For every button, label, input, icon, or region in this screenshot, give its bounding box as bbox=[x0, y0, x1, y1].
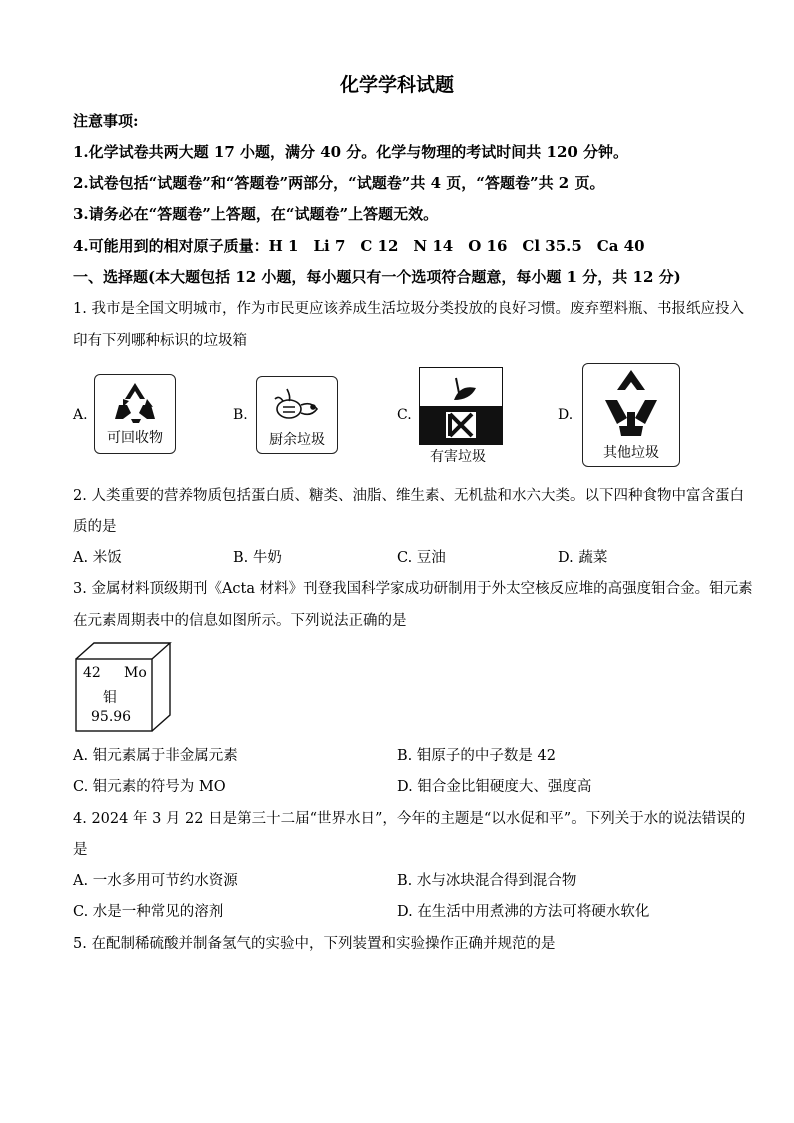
q1-option-d-letter: D. bbox=[558, 407, 574, 423]
kitchen-waste-sign bbox=[256, 376, 338, 454]
notice-item-2: 2.试卷包括“试题卷”和“答题卷”两部分，“试题卷”共 4 页，“答题卷”共 2 页。 bbox=[73, 174, 605, 192]
q3-option-c: C. 钼元素的符号为 MO bbox=[73, 779, 226, 795]
q4-stem-line1: 4. 2024 年 3 月 22 日是第三十二届“世界水日”，今年的主题是“以水促和平”。下列关于水的说法错误的 bbox=[73, 811, 746, 827]
q2-option-a: A. 米饭 bbox=[73, 550, 122, 566]
q1-option-a-caption: 可回收物 bbox=[107, 430, 163, 446]
q4-stem-line2: 是 bbox=[73, 842, 88, 858]
food-waste-icon bbox=[257, 377, 337, 429]
q1-option-b-caption: 厨余垃圾 bbox=[269, 432, 325, 448]
q4-option-a: A. 一水多用可节约水资源 bbox=[73, 873, 238, 889]
q2-stem-line2: 质的是 bbox=[73, 519, 117, 535]
section-heading: 一、选择题(本大题包括 12 小题，每小题只有一个选项符合题意，每小题 1 分，共 12 分) bbox=[73, 268, 681, 286]
q1-stem-line1: 1. 我市是全国文明城市，作为市民更应该养成生活垃圾分类投放的良好习惯。废弃塑料瓶、书报纸应投入 bbox=[73, 301, 744, 317]
page-title: 化学学科试题 bbox=[339, 74, 454, 96]
other-waste-icon bbox=[583, 364, 679, 440]
q1-option-a-letter: A. bbox=[73, 407, 88, 423]
notice-item-1: 1.化学试卷共两大题 17 小题，满分 40 分。化学与物理的考试时间共 120 分钟。 bbox=[73, 143, 629, 161]
q2-option-c: C. 豆油 bbox=[397, 550, 446, 566]
hazardous-waste-sign bbox=[419, 367, 503, 445]
q4-option-d: D. 在生活中用煮沸的方法可将硬水软化 bbox=[397, 904, 650, 920]
notice-item-4: 4.可能用到的相对原子质量：H 1 Li 7 C 12 N 14 O 16 Cl 35.5 Ca 40 bbox=[73, 237, 645, 255]
q4-option-c: C. 水是一种常见的溶剂 bbox=[73, 904, 224, 920]
notice-item-3: 3.请务必在“答题卷”上答题，在“试题卷”上答题无效。 bbox=[73, 205, 439, 223]
hazard-icon bbox=[420, 368, 502, 444]
q1-option-c-letter: C. bbox=[397, 407, 412, 423]
element-cell-molybdenum bbox=[74, 641, 174, 733]
q3-stem-line1: 3. 金属材料顶级期刊《Acta 材料》刊登我国科学家成功研制用于外太空核反应堆的高强度钼合金。钼元素 bbox=[73, 581, 753, 597]
q1-stem-line2: 印有下列哪种标识的垃圾箱 bbox=[73, 333, 247, 349]
q1-option-b-letter: B. bbox=[233, 407, 248, 423]
q3-option-a: A. 钼元素属于非金属元素 bbox=[73, 748, 238, 764]
recycle-icon bbox=[95, 375, 175, 427]
element-atomic-mass: 95.96 bbox=[91, 709, 132, 725]
element-atomic-number: 42 bbox=[83, 665, 101, 681]
q5-stem-line1: 5. 在配制稀硫酸并制备氢气的实验中，下列装置和实验操作正确并规范的是 bbox=[73, 936, 556, 952]
q3-option-b: B. 钼原子的中子数是 42 bbox=[397, 748, 556, 764]
q1-option-c-caption: 有害垃圾 bbox=[430, 449, 486, 465]
q4-option-b: B. 水与冰块混合得到混合物 bbox=[397, 873, 577, 889]
other-waste-sign bbox=[582, 363, 680, 467]
q1-option-d-caption: 其他垃圾 bbox=[603, 445, 659, 461]
q2-stem-line1: 2. 人类重要的营养物质包括蛋白质、糖类、油脂、维生素、无机盐和水六大类。以下四种食物中富含蛋白 bbox=[73, 488, 744, 504]
element-symbol: Mo bbox=[124, 665, 147, 681]
q3-option-d: D. 钼合金比钼硬度大、强度高 bbox=[397, 779, 592, 795]
q2-option-d: D. 蔬菜 bbox=[558, 550, 608, 566]
q3-stem-line2: 在元素周期表中的信息如图所示。下列说法正确的是 bbox=[73, 613, 407, 629]
element-name: 钼 bbox=[103, 690, 117, 706]
notice-heading: 注意事项: bbox=[73, 112, 139, 130]
recyclable-sign bbox=[94, 374, 176, 454]
q2-option-b: B. 牛奶 bbox=[233, 550, 282, 566]
